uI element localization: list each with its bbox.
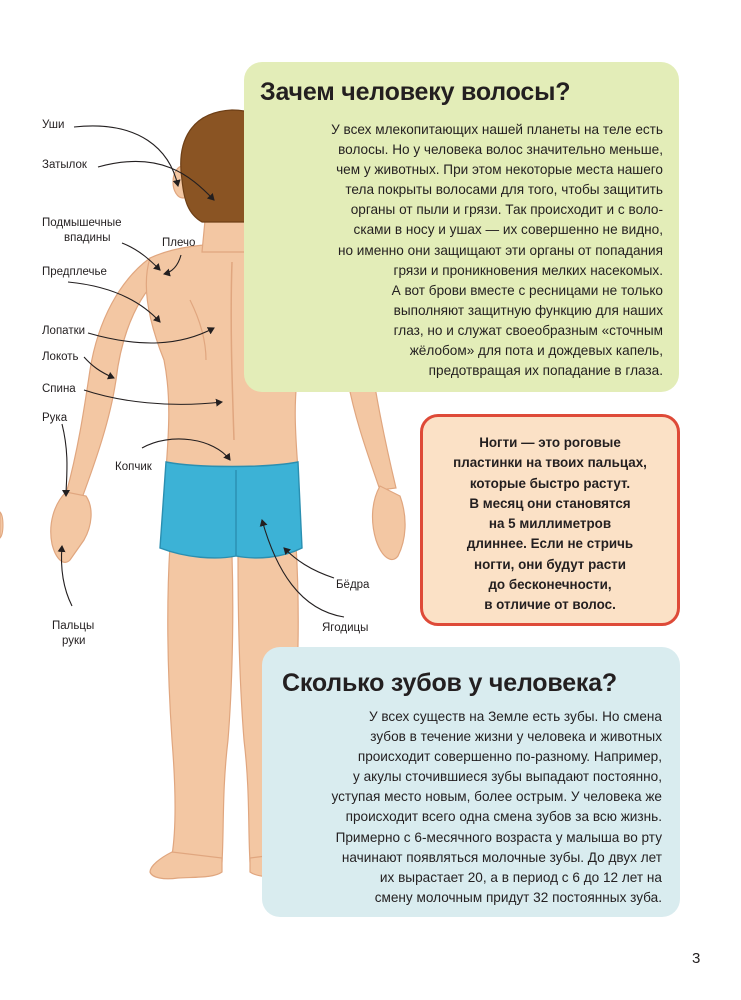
text-line: на 5 миллиметров [488,516,612,532]
text-line: до бесконечности, [488,577,612,593]
text-line: тела покрыты волосами для того, чтобы защитить [345,182,663,198]
text-line: Ногти — это роговые [479,435,621,450]
arrow-ruka [62,424,67,496]
teeth-title: Сколько зубов у человека? [282,669,617,697]
hair-text [291,120,663,381]
nails-text [431,433,669,616]
text-line: В месяц они становятся [469,495,631,511]
text-line: чем у животных. При этом некоторые места нашего [336,162,663,178]
hair-title: Зачем человеку волосы? [260,78,571,106]
text-line: пластинки на твоих пальцах, [453,455,647,471]
text-line: их вырастает 20, а в период с 6 до 12 лет на [379,869,662,885]
teeth-text [284,707,662,908]
text-line: А вот брови вместе с ресницами не только [391,282,663,298]
left-hand [51,492,91,562]
label-podmyshechnye-1: Подмышечные [42,217,122,229]
right-hand [373,486,406,559]
text-line: волосы. Но у человека волос значительно меньше, [338,142,663,158]
text-line: в отличие от волос. [484,597,616,613]
label-paltsy-1: Пальцы [52,620,95,632]
text-line: Примерно с 6-месячного возраста у малыша во рту [335,829,662,845]
label-bedra: Бёдра [336,579,370,591]
label-zatylok: Затылок [42,159,87,171]
label-paltsy-2: руки [62,635,86,647]
page-number: 3 [692,950,701,967]
teeth-info-panel [262,647,680,917]
nails-info-panel [420,414,680,626]
label-predplechye: Предплечье [42,266,107,278]
text-line: у акулы сточившиеся зубы выпадают постоянно, [353,769,662,785]
text-line: начинают появляться молочные зубы. До двух лет [341,849,662,865]
shorts [160,462,302,558]
label-plecho: Плечо [162,237,196,249]
text-line: У всех существ на Земле есть зубы. Но смена [368,709,662,724]
label-ushi: Уши [42,119,65,131]
text-line: смену молочным придут 32 постоянных зуба. [374,889,662,905]
text-line: зубов в течение жизни у человека и животных [370,729,662,745]
text-line: происходит всего одна смена зубов за всю жизнь. [345,809,662,825]
text-line: органы от пыли и грязи. Так происходит и с воло- [350,202,663,218]
left-edge-fragment [0,512,3,538]
text-line: длиннее. Если не стричь [466,536,634,552]
text-line: предотвращая их попадание в глаза. [428,363,663,379]
text-line: уступая место новым, более острым. У человека же [331,789,662,805]
label-podmyshechnye-2: впадины [64,232,111,244]
text-line: У всех млекопитающих нашей планеты на теле есть [331,122,663,137]
text-line: ногти, они будут расти [474,556,626,572]
text-line: сками в носу и ушах — их совершенно не видно, [353,222,663,238]
text-line: происходит совершенно по-разному. Например, [357,749,662,765]
text-line: жёлобом» для пота и дождевых капель, [409,343,663,359]
left-leg [168,545,233,865]
hair-info-panel [244,62,679,392]
label-lopatki: Лопатки [42,325,86,337]
text-line: которые быстро растут. [469,475,631,491]
text-line: выполняют защитную функцию для наших [393,302,663,318]
arrow-ushi [74,126,178,186]
text-line: грязи и проникновения мелких насекомых. [393,262,663,278]
label-yagoditsy: Ягодицы [322,622,369,634]
text-line: но именно они защищают эти органы от попадания [337,242,663,258]
label-lokot: Локоть [42,351,79,363]
label-spina: Спина [42,383,76,395]
text-line: глаз, но и служат своеобразным «сточным [393,322,663,338]
label-kopchik: Копчик [115,461,152,473]
label-ruka: Рука [42,412,68,424]
